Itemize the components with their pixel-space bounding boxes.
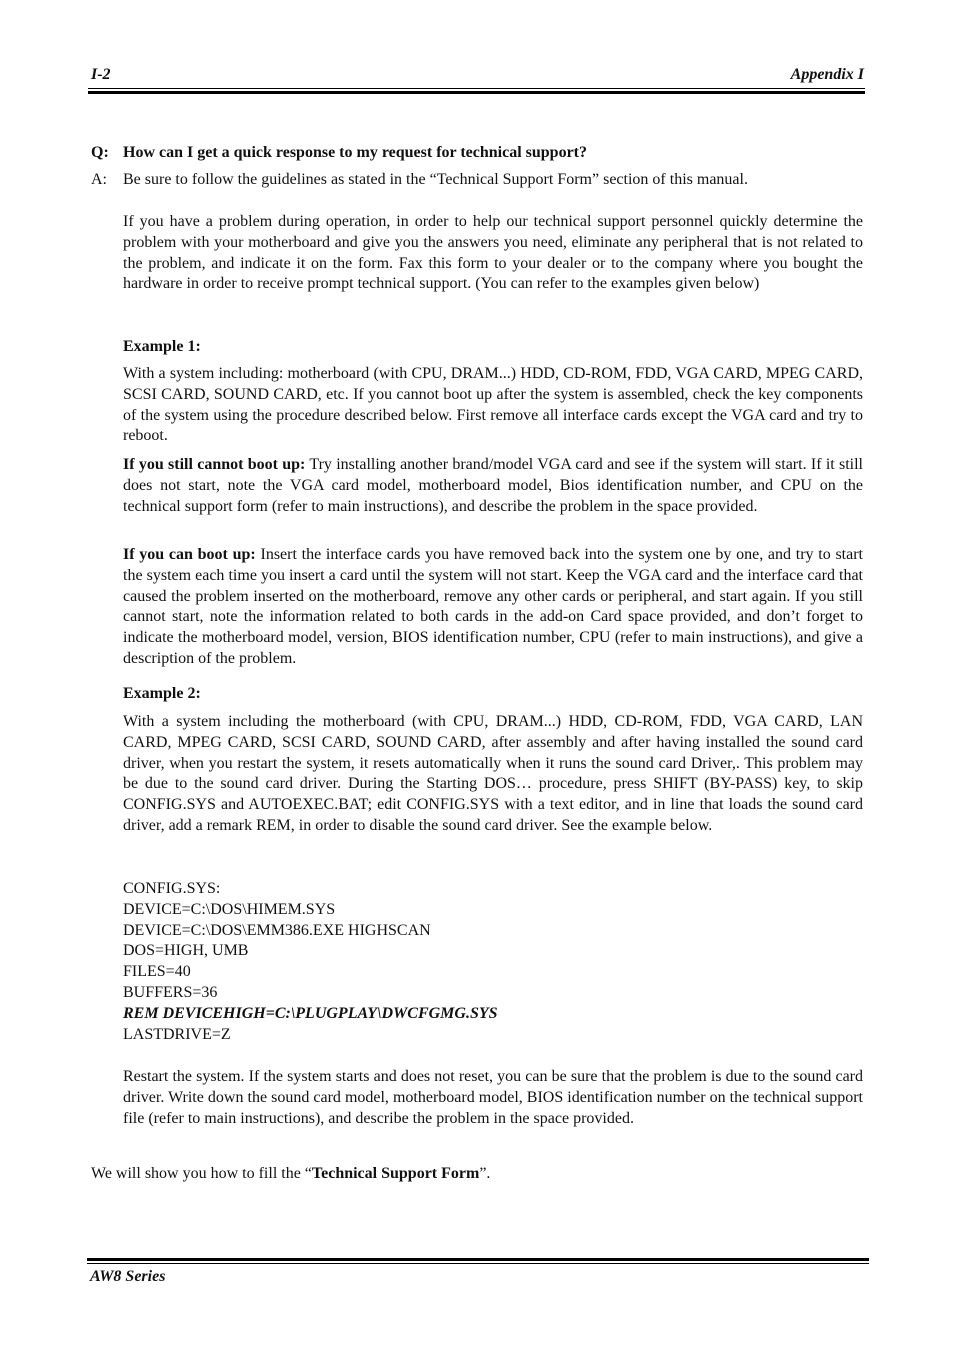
closing-text-after: ”. [479,1165,491,1182]
still-cannot-boot-lead: If you still cannot boot up: [123,456,306,473]
config-sys-listing [123,879,498,1045]
closing-form-name: Technical Support Form [311,1165,480,1182]
closing-text-before: We will show you how to fill the “ [91,1165,312,1182]
config-line: CONFIG.SYS: [123,880,221,897]
footer-series: AW8 Series [90,1268,166,1285]
answer-text: Be sure to follow the guidelines as stated in the “Technical Support Form” section of this manual. [123,171,748,188]
config-line: DEVICE=C:\DOS\EMM386.EXE HIGHSCAN [123,921,431,939]
example2-heading: Example 2: [123,685,201,702]
intro-paragraph: If you have a problem during operation, in order to help our technical support personnel quickly determine the problem with your motherboard and give you the answers you need, eliminate any peripheral that is not related to the problem, and indicate it on the form. Fax this form to your dealer or to the company where you bought the hardware in order to receive prompt technical support. (You can refer to the examples given below) [123,213,863,293]
example1-heading: Example 1: [123,338,201,355]
can-boot-lead: If you can boot up: [123,546,256,563]
example1-can-boot [123,545,863,670]
example2-paragraph: With a system including the motherboard (with CPU, DRAM...) HDD, CD-ROM, FDD, VGA CARD, LAN CARD, MPEG CARD, SCSI CARD, SOUND CARD, after assembly and after having installed the sound card driver, when you restart the system, it resets automatically when it runs the sound card Driver,. This problem may be due to the sound card driver. During the Starting DOS… procedure, press SHIFT (BY-PASS) key, to skip CONFIG.SYS and AUTOEXEC.BAT; edit CONFIG.SYS with a text editor, and in line that loads the sound card driver, add a remark REM, in order to disable the sound card driver. See the example below. [123,713,863,834]
section-title: Appendix I [790,66,864,83]
config-line: LASTDRIVE=Z [123,1025,231,1043]
config-rem-line: REM DEVICEHIGH=C:\PLUGPLAY\DWCFGMG.SYS [123,1004,498,1022]
page-number: I-2 [91,66,111,83]
question-marker: Q: [91,144,109,161]
example2-restart-paragraph: Restart the system. If the system starts and does not reset, you can be sure that the problem is due to the sound card driver. Write down the sound card model, motherboard model, BIOS identification number on the technical support file (refer to main instructions), and describe the problem in the space provided. [123,1068,863,1127]
still-cannot-boot-text: Try installing another brand/model VGA card and see if the system will start. If it still does not start, note the VGA card model, motherboard model, Bios identification number, and CPU on the technical support form (refer to main instructions), and describe the problem in the space provided. [123,456,864,515]
example1-paragraph: With a system including: motherboard (with CPU, DRAM...) HDD, CD-ROM, FDD, VGA CARD, MPEG CARD, SCSI CARD, SOUND CARD, etc. If you cannot boot up after the system is assembled, check the key components of the system using the procedure described below. First remove all interface cards except the VGA card and try to reboot. [123,365,863,445]
config-line: BUFFERS=36 [123,983,218,1001]
header-rule-thick [88,91,865,94]
config-line: DEVICE=C:\DOS\HIMEM.SYS [123,900,336,918]
answer-marker: A: [91,171,107,188]
config-line: DOS=HIGH, UMB [123,942,249,960]
example1-still-cannot-boot [123,455,863,517]
config-line: FILES=40 [123,963,191,981]
footer-rule-thick [87,1258,869,1261]
header-rule-thin [88,88,865,89]
closing-sentence [91,1164,863,1185]
footer-rule-thin [87,1263,869,1264]
question-text: How can I get a quick response to my request for technical support? [123,144,587,161]
can-boot-text: Insert the interface cards you have removed back into the system one by one, and try to start the system each time you insert a card until the system will not start. Keep the VGA card and the interface card that caused the problem inserted on the motherboard, remove any other cards or peripheral, and start again. If you still cannot start, note the information related to both cards in the add-on Card space provided, and don’t forget to indicate the motherboard model, version, BIOS identification number, CPU (refer to main instructions), and give a description of the problem. [123,546,863,667]
